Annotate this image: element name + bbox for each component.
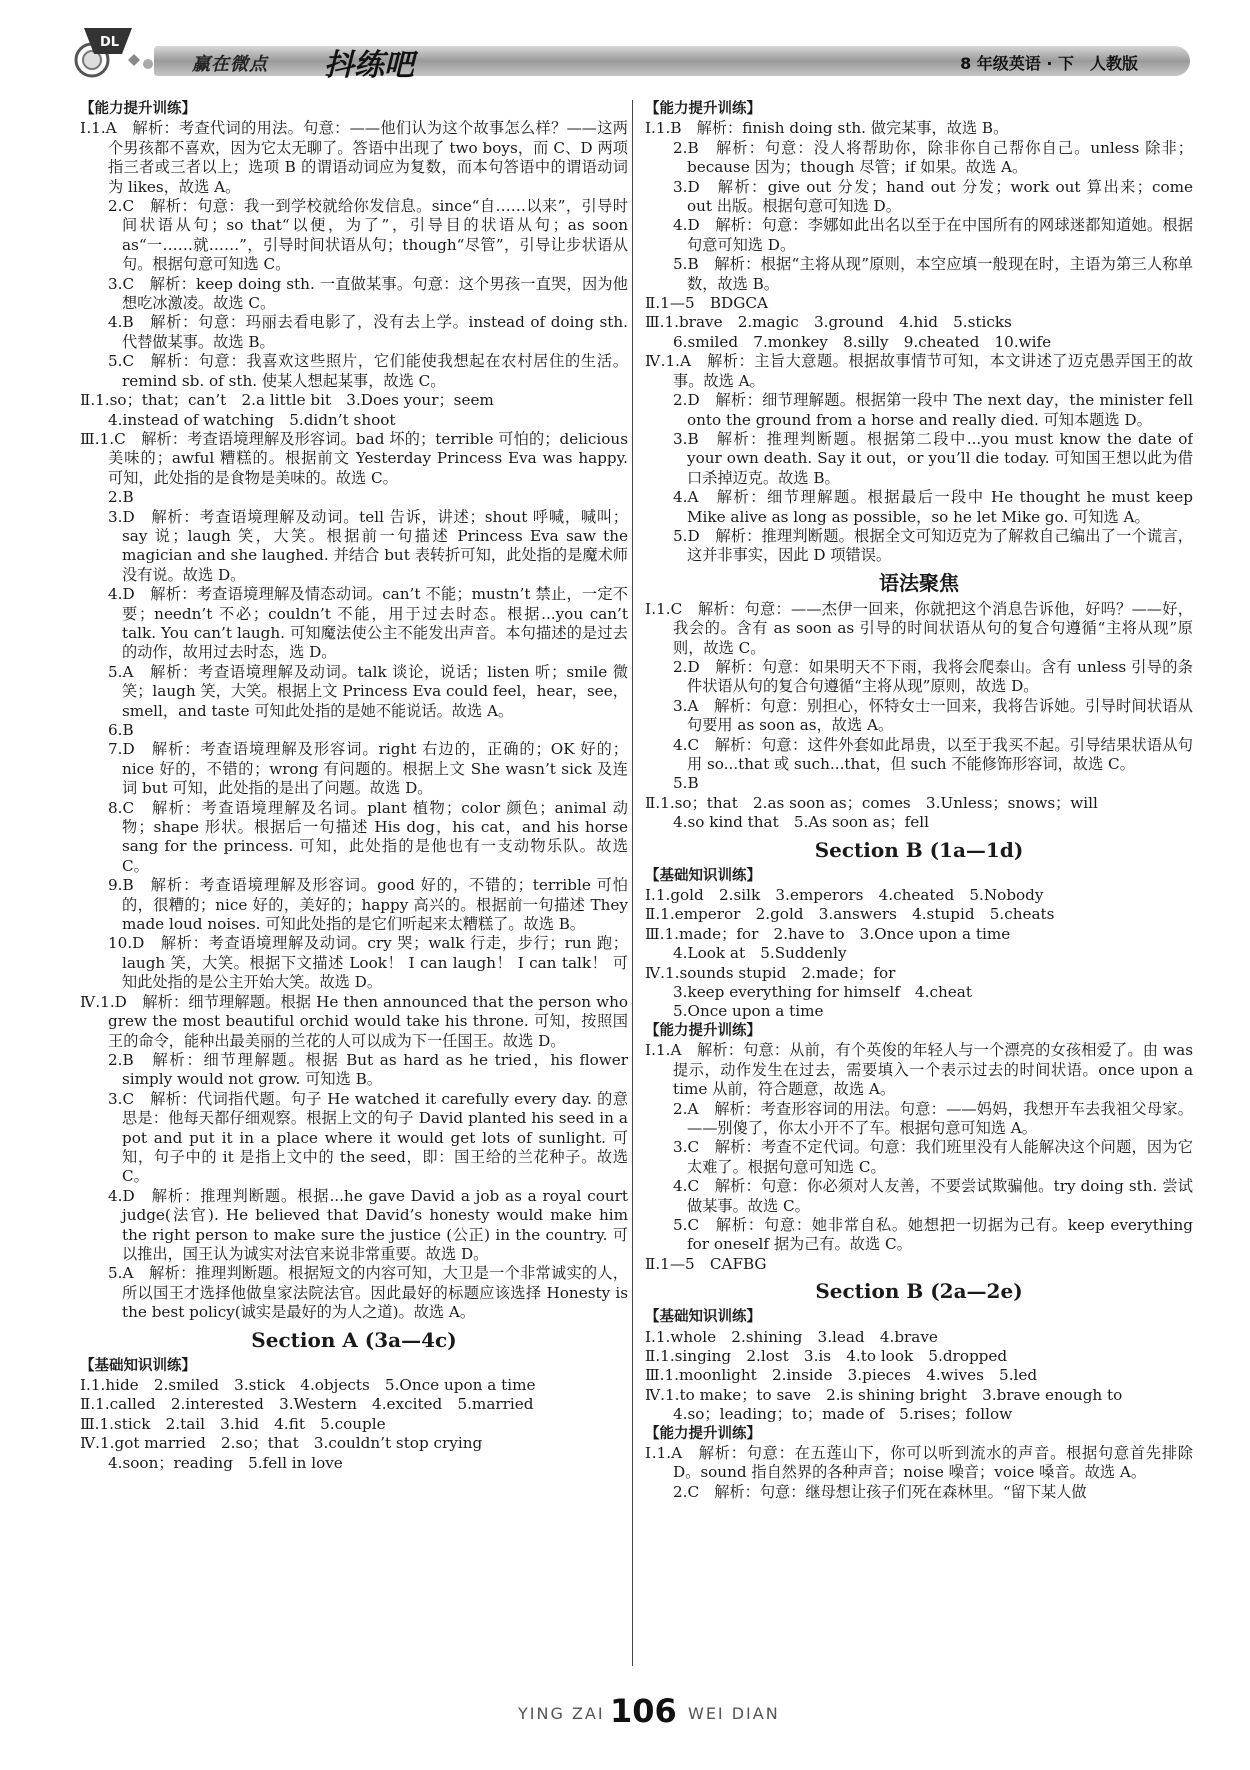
answer-item: 5.B xyxy=(673,774,699,793)
header-brand: 抖练吧 xyxy=(324,48,414,83)
answer-item: 4.D 解析：考查语境理解及情态动词。can’t 不能；mustn’t 禁止，一定不要；needn’t 不必；couldn’t 不能，用于过去时态。根据...you can’t talk. You can’t laugh. 可知魔法使公主不能发出声音。本句描述的是过去的动作，故用过去时态，选 D。 xyxy=(108,585,628,662)
answer-item: Ⅲ.1.C 解析：考查语境理解及形容词。bad 坏的；terrible 可怕的；delicious 美味的；awful 糟糕的。根据前文 Yesterday Princess Eva was happy. 可知，此处指的是食物是美味的。故选 C。 xyxy=(80,429,628,487)
answer-item: 2.B xyxy=(108,488,134,507)
answer-item: 10.D 解析：考查语境理解及动词。cry 哭；walk 行走，步行；run 跑；laugh 笑，大笑。根据下文描述 Look！ I can laugh！ I can talk！ 可知此处指的是公主开始大笑。故选 D。 xyxy=(108,934,628,992)
subsection-heading: 【能力提升训练】 xyxy=(80,101,196,117)
answer-item: Ⅱ.1.so；that 2.as soon as；comes 3.Unless；snows；will xyxy=(645,793,1098,812)
answer-item: 9.B 解析：考查语境理解及形容词。good 好的，不错的；terrible 可怕的，很糟的；nice 好的，美好的；happy 高兴的。根据前一句描述 They made loud noises. 可知此处指的是它们听起来太糟糕了。故选 B。 xyxy=(108,876,628,934)
answer-item: 5.B 解析：根据“主将从现”原则，本空应填一般现在时，主语为第三人称单数，故选 B。 xyxy=(673,255,1193,293)
logo-text: DL xyxy=(100,35,120,50)
answer-item: 3.A 解析：句意：别担心，怀特女士一回来，我将告诉她。引导时间状语从句要用 as soon as，故选 A。 xyxy=(673,696,1193,735)
answer-item: 5.A 解析：推理判断题。根据短文的内容可知，大卫是一个非常诚实的人，所以国王才选择他做皇家法院法官。因此最好的标题应该选择 Honesty is the best policy(诚实是最好的为人之道)。故选 A。 xyxy=(108,1264,628,1322)
answer-item: Ⅳ.1.to make；to save 2.is shining bright 3.brave enough to xyxy=(645,1385,1123,1404)
answer-item: 7.D 解析：考查语境理解及形容词。right 右边的，正确的；OK 好的；nice 好的，不错的；wrong 有问题的。根据上文 She wasn’t sick 及连词 but 可知，此处指的是出了问题。故选 D。 xyxy=(108,740,628,798)
answer-item: 2.D 解析：句意：如果明天不下雨，我将会爬泰山。含有 unless 引导的条件状语从句的复合句遵循“主将从现”原则，故选 D。 xyxy=(673,657,1193,696)
answer-item: Ⅳ.1.D 解析：细节理解题。根据 He then announced that the person who grew the most beautiful orchid would take his throne. 可知，按照国王的命令，能种出最美丽的兰花的人可以成为下一任国王。故选 D。 xyxy=(80,992,628,1050)
answer-item: 5.D 解析：推理判断题。根据全文可知迈克为了解救自己编出了一个谎言，这并非事实，因此 D 项错误。 xyxy=(673,526,1193,565)
answer-item: Ⅰ.1.A 解析：句意：从前，有个英俊的年轻人与一个漂亮的女孩相爱了。由 was 提示，动作发生在过去，需要填入一个表示过去的时间状语。once upon a time 从前，符合题意，故选 A。 xyxy=(645,1041,1193,1099)
answer-item: Ⅱ.1—5 BDGCA xyxy=(645,294,768,313)
answer-item: Ⅲ.1.moonlight 2.inside 3.pieces 4.wives 5.led xyxy=(645,1366,1038,1385)
answer-item: 5.A 解析：考查语境理解及动词。talk 谈论，说话；listen 听；smile 微笑；laugh 笑，大笑。根据上文 Princess Eva could feel，hear，see，smell，and taste 可知此处指的是她不能说话。故选 A。 xyxy=(108,662,628,720)
left-column xyxy=(80,100,628,1668)
page-footer xyxy=(0,1690,1250,1730)
answer-item: 3.C 解析：代词指代题。句子 He watched it carefully every day. 的意思是：他每天都仔细观察。根据上文的句子 David planted his seed in a pot and put it in a place where it would get lots of sunlight. 可知，句子中的 it 是指上文中的 the seed，即：国王给的兰花种子。故选 C。 xyxy=(108,1089,628,1186)
answer-item: Ⅳ.1.got married 2.so；that 3.couldn’t stop crying xyxy=(80,1434,483,1453)
subsection-heading: 【能力提升训练】 xyxy=(645,1022,761,1039)
subsection-heading: 【能力提升训练】 xyxy=(645,101,761,117)
answer-item: 6.smiled 7.monkey 8.silly 9.cheated 10.wife xyxy=(673,332,1052,351)
answer-item: Ⅰ.1.C 解析：句意：——杰伊一回来，你就把这个消息告诉他，好吗？——好，我会的。含有 as soon as 引导的时间状语从句的复合句遵循“主将从现”原则，故选 C。 xyxy=(645,599,1193,657)
answer-item: 4.instead of watching 5.didn’t shoot xyxy=(108,410,396,429)
answer-item: 2.D 解析：细节理解题。根据第一段中 The next day，the minister fell onto the ground from a horse and really died. 可知本题选 D。 xyxy=(673,391,1193,429)
answer-item: Ⅲ.1.brave 2.magic 3.ground 4.hid 5.sticks xyxy=(645,313,1012,332)
answer-item: 4.so kind that 5.As soon as；fell xyxy=(673,813,930,832)
subsection-heading: 【能力提升训练】 xyxy=(645,1425,761,1442)
answer-item: Ⅳ.1.A 解析：主旨大意题。根据故事情节可知，本文讲述了迈克愚弄国王的故事。故选 A。 xyxy=(645,352,1193,390)
answer-item: 3.keep everything for himself 4.cheat xyxy=(673,983,972,1002)
subsection-heading: 【基础知识训练】 xyxy=(645,867,761,884)
answer-item: 3.D 解析：考查语境理解及动词。tell 告诉，讲述；shout 呼喊，喊叫；say 说；laugh 笑，大笑。根据前一句描述 Princess Eva saw the magician and she laughed. 并结合 but 表转折可知，此处指的是魔术师没有说。故选 D。 xyxy=(108,507,628,584)
answer-item: Ⅱ.1.so；that；can’t 2.a little bit 3.Does your；seem xyxy=(80,391,494,410)
answer-item: 8.C 解析：考查语境理解及名词。plant 植物；color 颜色；animal 动物；shape 形状。根据后一句描述 His dog，his cat，and his horse sang for the princess. 可知，此处指的是他也有一支动物乐队。故选 C。 xyxy=(108,798,628,875)
answer-item: Ⅰ.1.B 解析：finish doing sth. 做完某事，故选 B。 xyxy=(645,119,1009,138)
answer-item: 4.so；leading；to；made of 5.rises；follow xyxy=(673,1405,1013,1424)
answer-item: Ⅱ.1.emperor 2.gold 3.answers 4.stupid 5.cheats xyxy=(645,905,1055,924)
subsection-heading: 【基础知识训练】 xyxy=(645,1309,761,1326)
header-slogan: 赢在微点 xyxy=(192,54,268,75)
footer-right-text: WEI DIAN xyxy=(688,1704,780,1723)
answer-item: 5.Once upon a time xyxy=(673,1002,824,1021)
section-title: Section B (2a—2e) xyxy=(815,1279,1023,1304)
answer-item: 4.A 解析：细节理解题。根据最后一段中 He thought he must keep Mike alive as long as possible，so he let Mike go. 可知选 A。 xyxy=(673,488,1193,526)
answer-item: Ⅱ.1.singing 2.lost 3.is 4.to look 5.dropped xyxy=(645,1346,1008,1365)
answer-item: 3.C 解析：keep doing sth. 一直做某事。句意：这个男孩一直哭，因为他想吃冰激凌。故选 C。 xyxy=(108,274,628,313)
answer-item: 5.C 解析：句意：我喜欢这些照片，它们能使我想起在农村居住的生活。remind sb. of sth. 使某人想起某事，故选 C。 xyxy=(108,352,628,390)
subsection-heading: 【基础知识训练】 xyxy=(80,1357,196,1374)
answer-item: Ⅱ.1.called 2.interested 3.Western 4.excited 5.married xyxy=(80,1395,534,1414)
answer-item: 4.Look at 5.Suddenly xyxy=(673,944,847,963)
page-number: 106 xyxy=(610,1692,677,1730)
section-title: 语法聚焦 xyxy=(879,570,959,595)
answer-item: 2.B 解析：细节理解题。根据 But as hard as he tried，his flower simply would not grow. 可知选 B。 xyxy=(108,1050,628,1089)
answer-item: 4.D 解析：推理判断题。根据...he gave David a job as a royal court judge(法官). He believed that David’s honesty would make him the right person to make sure the justice (公正) in the country. 可以推出，国王认为诚实对法官来说非常重要。故选 D。 xyxy=(108,1186,628,1263)
book-info: 8 年级英语 · 下 人教版 xyxy=(960,54,1138,73)
answer-item: 3.C 解析：考查不定代词。句意：我们班里没有人能解决这个问题，因为它太难了。根据句意可知选 C。 xyxy=(673,1138,1193,1176)
answer-item: 4.C 解析：句意：你必须对人友善，不要尝试欺骗他。try doing sth. 尝试做某事。故选 C。 xyxy=(673,1177,1193,1215)
answer-item: 3.B 解析：推理判断题。根据第二段中...you must know the date of your own death. Say it out，or you’ll die today. 可知国王想以此为借口杀掉迈克。故选 B。 xyxy=(673,429,1193,487)
answer-item: 6.B xyxy=(108,721,134,739)
answer-item: 5.C 解析：句意：她非常自私。她想把一切据为己有。keep everything for oneself 据为己有。故选 C。 xyxy=(673,1215,1193,1254)
section-title: Section B (1a—1d) xyxy=(814,837,1024,862)
column-divider xyxy=(632,100,633,1666)
answer-item: 2.A 解析：考查形容词的用法。句意：——妈妈，我想开车去我祖父母家。——别傻了，你太小开不了车。根据句意可知选 A。 xyxy=(673,1099,1193,1137)
answer-item: Ⅱ.1—5 CAFBG xyxy=(645,1254,767,1273)
answer-item: 4.C 解析：句意：这件外套如此昂贵，以至于我买不起。引导结果状语从句用 so...that 或 such...that，但 such 不能修饰形容词，故选 C。 xyxy=(673,735,1193,773)
answer-item: Ⅳ.1.sounds stupid 2.made；for xyxy=(645,963,896,982)
section-title: Section A (3a—4c) xyxy=(251,1327,457,1352)
answer-item: Ⅰ.1.gold 2.silk 3.emperors 4.cheated 5.Nobody xyxy=(645,886,1044,905)
page-header xyxy=(62,24,1190,82)
answer-item: Ⅲ.1.stick 2.tail 3.hid 4.fit 5.couple xyxy=(80,1414,386,1433)
answer-item: 4.D 解析：句意：李娜如此出名以至于在中国所有的网球迷都知道她。根据句意可知选 D。 xyxy=(673,216,1193,254)
answer-item: Ⅲ.1.made；for 2.have to 3.Once upon a time xyxy=(645,924,1011,943)
answer-item: 2.C 解析：句意：继母想让孩子们死在森林里。“留下某人做 xyxy=(673,1482,1087,1501)
right-column xyxy=(645,100,1193,1668)
answer-item: 4.B 解析：句意：玛丽去看电影了，没有去上学。instead of doing sth. 代替做某事。故选 B。 xyxy=(108,313,628,351)
answer-item: 3.D 解析：give out 分发；hand out 分发；work out 算出来；come out 出版。根据句意可知选 D。 xyxy=(673,177,1193,216)
footer-left-text: YING ZAI xyxy=(518,1704,605,1723)
answer-item: Ⅰ.1.hide 2.smiled 3.stick 4.objects 5.Once upon a time xyxy=(80,1376,536,1394)
answer-item: 2.B 解析：句意：没人将帮助你，除非你自己帮你自己。unless 除非；because 因为；though 尽管；if 如果。故选 A。 xyxy=(673,138,1193,177)
answer-item: Ⅰ.1.A 解析：句意：在五莲山下，你可以听到流水的声音。根据句意首先排除 D。sound 指自然界的各种声音；noise 噪音；voice 嗓音。故选 A。 xyxy=(645,1444,1193,1482)
answer-item: Ⅰ.1.whole 2.shining 3.lead 4.brave xyxy=(645,1327,938,1346)
answer-item: Ⅰ.1.A 解析：考查代词的用法。句意：——他们认为这个故事怎么样？——这两个男孩都不喜欢，因为它太无聊了。答语中出现了 two boys，而 C、D 两项指三者或三者以上；选项 B 的谓语动词应为复数，而本句答语中的谓语动词为 likes，故选 A。 xyxy=(80,119,628,196)
logo-icon xyxy=(62,24,172,82)
answer-item: 4.soon；reading 5.fell in love xyxy=(108,1453,343,1472)
answer-item: 2.C 解析：句意：我一到学校就给你发信息。since“自……以来”，引导时间状语从句；so that“以便，为了”，引导目的状语从句；as soon as“一……就……”，引导时间状语从句；though“尽管”，引导让步状语从句。根据句意可知选 C。 xyxy=(108,197,628,274)
